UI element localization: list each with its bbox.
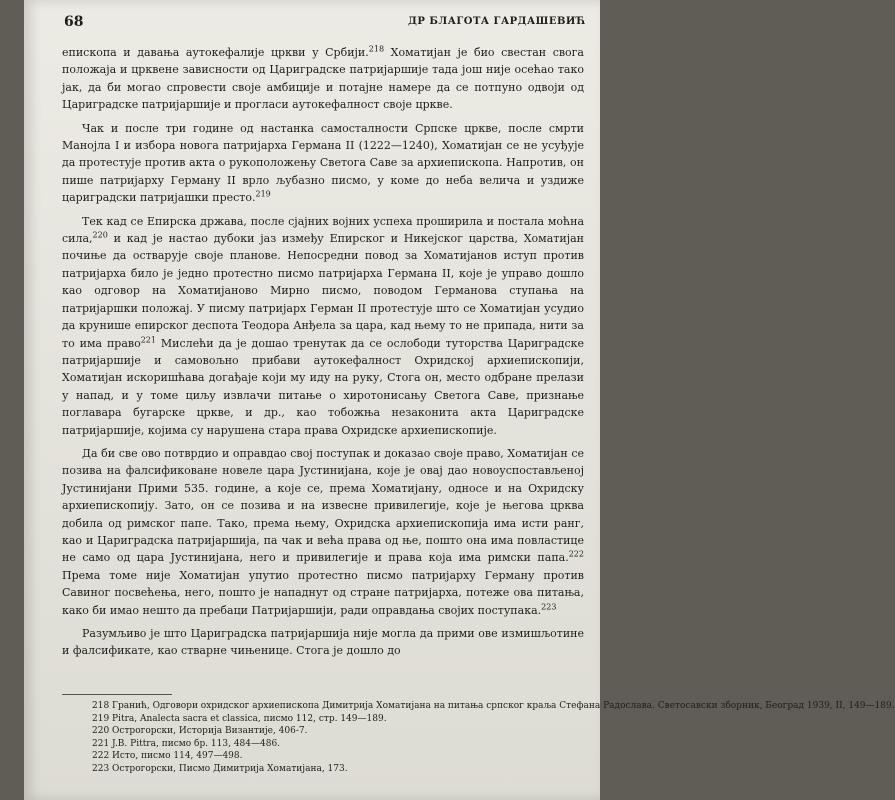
page-header bbox=[24, 14, 600, 34]
footnote-marker: 218 bbox=[368, 44, 385, 54]
running-title: ДР БЛАГОТА ГАРДАШЕВИЋ bbox=[407, 16, 586, 27]
footnote: 221 J.B. Pittra, писмо бр. 113, 484—486. bbox=[92, 738, 281, 749]
paragraph-text: Тек кад се Епирска држава, после сјајних војних успеха проширила и постала моћна сила, bbox=[62, 214, 584, 246]
paragraph-text: Да би све ово потврдио и оправдао свој поступак и доказао своје право, Хоматијан се позива на фалсификоване новеле цара Јустинијана, које је овај дао новоуспостављеној Јустинијани Прими 535. године, а које се, према Хоматијану, односе и на Охридску архиепископију. Зато, он се позива и на извесне привилегије, које је његова црква добила од римског папе. Тако, према њему, Охридска архиепископија има исти ранг, као и Цариградска патријаршија, па чак и већа права од ње, пошто она има повластице не само од цара Јустинијана, него и привилегије и права која има римски папа. bbox=[62, 446, 584, 565]
footnote-marker: 222 bbox=[568, 549, 584, 559]
paragraph-text: Мислећи да је дошао тренутак да се ослободи туторства Цариградске патријаршије и самовољно прибави аутокефалност Охридској архиепископији, Хоматијан искоришћава догађаје који му иду на руку, Стога он, место одбране прелази у напад, и у томе циљу извлачи питање о хиротонисању Светога Саве, признање поглавара бугарске цркве, и др., као тобожња незаконита акта Цариградске патријаршије, којима су нарушена стара права Охридске архиепископије. bbox=[62, 336, 584, 437]
paragraph-text: Разумљиво је што Цариградска патријаршија није могла да прими ове измишљотине и фалсификате, као стварне чињенице. Стога је дошло до bbox=[62, 627, 584, 658]
body-text bbox=[62, 44, 584, 666]
book-page bbox=[24, 0, 895, 800]
footnote: 223 Острогорски, Писмо Димитрија Хоматијана, 173. bbox=[92, 763, 348, 774]
paragraph-text: и кад је настао дубоки јаз између Епирског и Никејског царства, Хоматијан почиње да остварује своје планове. Непосредни повод за Хоматијанов иступ против патријарха било је једно протестно писмо патријарха Германа II, које је управо дошло као одговор на Хоматијаново Мирно писмо, поводом Германова ступања на патријаршки положај. У писму патријарх Герман II протестује што се Хоматијан усудио да крунише епирског деспота Теодора Анђела за цара, кад њему то не припада, нити за то има право bbox=[62, 232, 584, 350]
footnote: 218 Грaнић, Одговори охридског архиепископа Димитрија Хоматијана на питања српског краља Стефана Радослава. Светосавски зборник, Београд 1939, II, 149—189. bbox=[92, 701, 895, 711]
footnotes bbox=[92, 700, 895, 775]
body-paragraph bbox=[62, 445, 584, 619]
body-paragraph bbox=[62, 120, 584, 207]
body-paragraph bbox=[62, 44, 584, 114]
footnote: 219 Pitra, Analecta sacra et classica, писмо 112, стр. 149—189. bbox=[92, 713, 387, 724]
footnote-marker: 219 bbox=[255, 189, 271, 199]
paragraph-text: Чак и после три године од настанка самосталности Српске цркве, после смрти Манојла I и избора новога патријарха Германа II (1222—1240), Хоматијан се не усуђује да протестује против акта о рукоположењу Светога Саве за архиепископа. Напротив, он пише патријарху Герману II врло љубазно писмо, у коме до неба велича и уздиже цариградски патријашки престо. bbox=[62, 121, 584, 205]
footnote-marker: 223 bbox=[541, 601, 557, 611]
page-number: 68 bbox=[64, 14, 84, 30]
footnote-divider bbox=[62, 694, 172, 695]
paragraph-text: епископа и давања аутокефалије цркви у Србији. bbox=[62, 46, 369, 59]
footnote-marker: 220 bbox=[92, 230, 108, 240]
footnote-marker: 221 bbox=[140, 334, 156, 344]
footnote: 220 Острогорски, Историја Византије, 406-7. bbox=[92, 726, 308, 736]
body-paragraph bbox=[62, 213, 584, 439]
paragraph-text: Према томе није Хоматијан упутио протестно писмо патријарху Герману против Савиног посвећења, него, пошто је нападнут од стране патријарха, потеже ова питања, како би имао нешто да пребаци Патријаршији, ради оправдања својих поступака. bbox=[62, 568, 584, 617]
footnote: 222 Исто, писмо 114, 497—498. bbox=[92, 751, 243, 761]
paragraph-text: Хоматијан је био свестан свога положаја и црквене зависности од Цариградске патријаршије тада још није осећао тако јак, да би могао спровести своје амбиције и потајне намере да се потпуно одвоји од Цариградске патријаршије и прогласи аутокефалност своје цркве. bbox=[62, 46, 584, 112]
body-paragraph bbox=[62, 625, 584, 660]
